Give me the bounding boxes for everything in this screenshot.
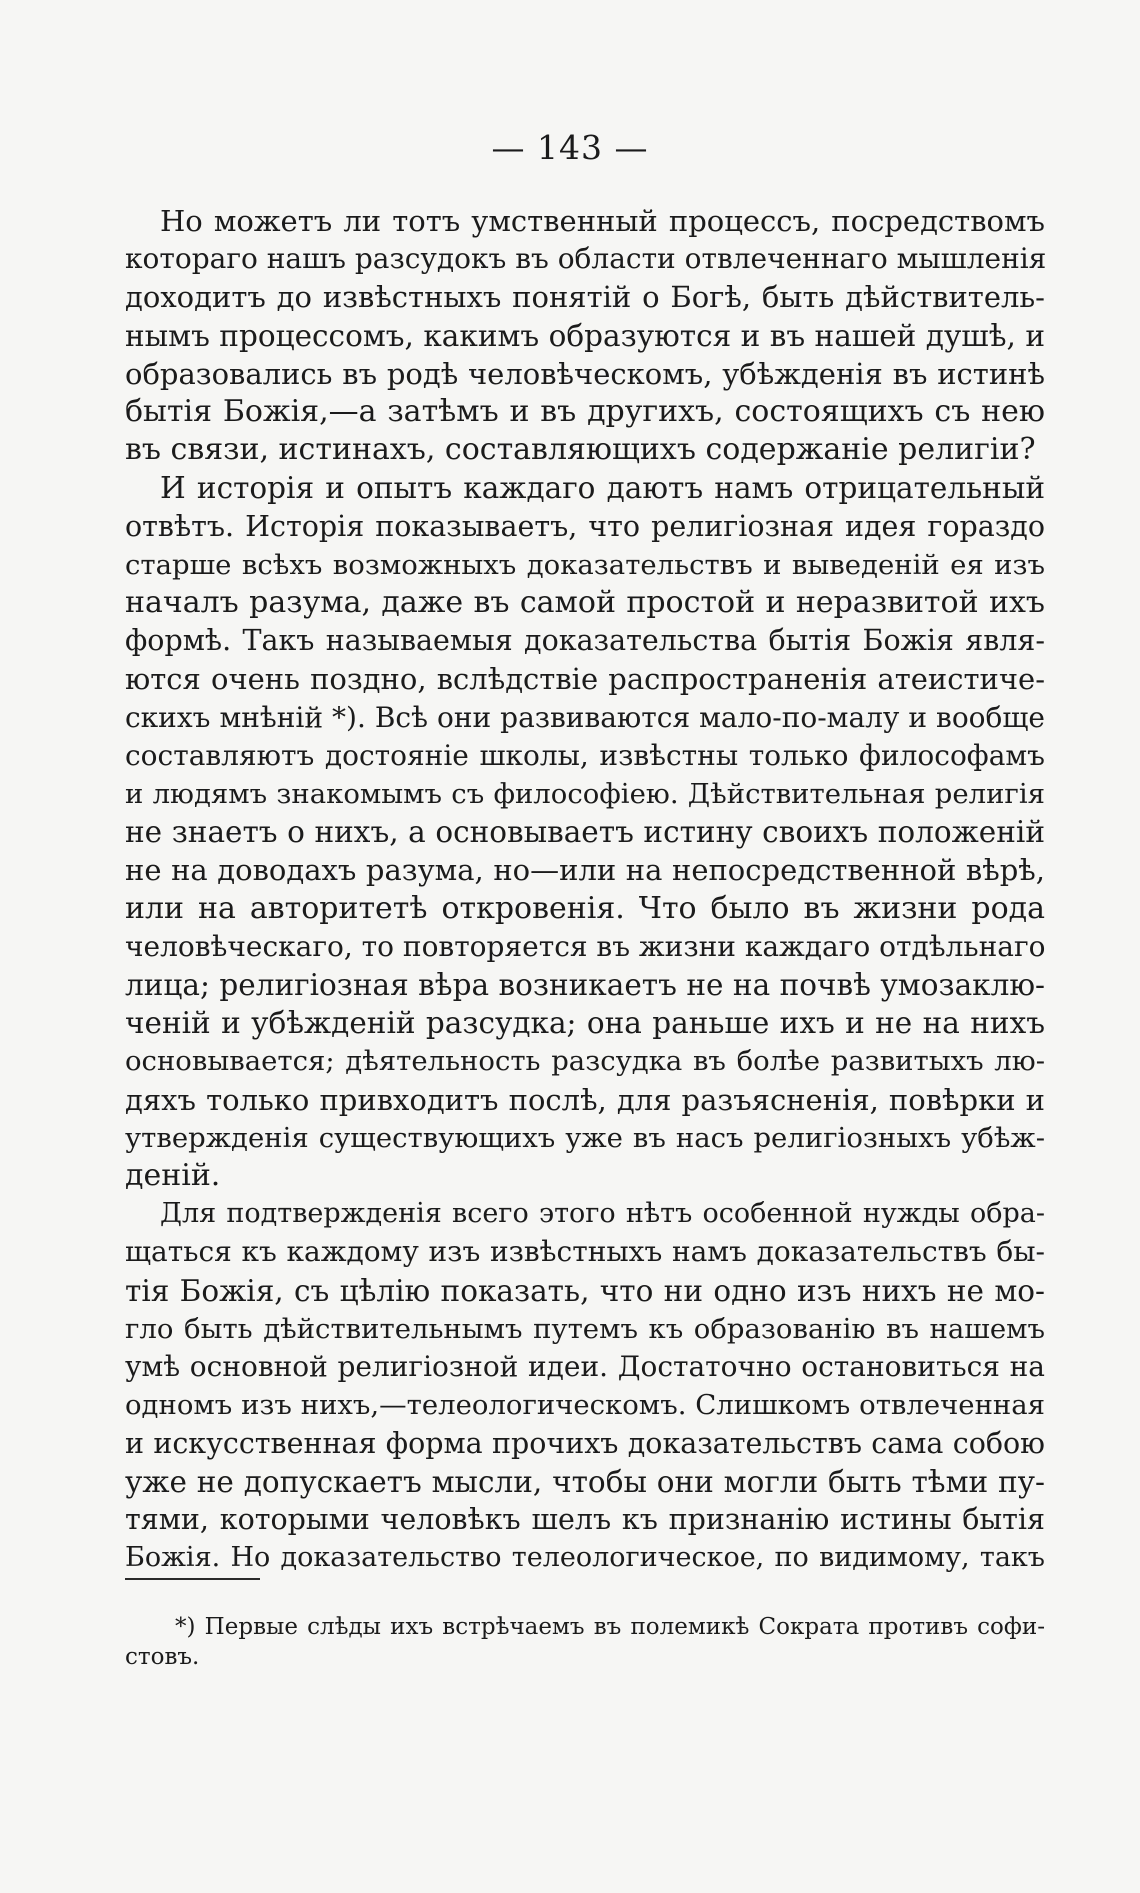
text-line: образовались въ родѣ человѣческомъ, убѣжденія въ истинѣ bbox=[125, 356, 1045, 391]
text-line: щаться къ каждому изъ извѣстныхъ намъ доказательствъ бы- bbox=[125, 1235, 1045, 1269]
body-text bbox=[125, 202, 1045, 1577]
text-line: не знаетъ о нихъ, а основываетъ истину своихъ положеній bbox=[125, 815, 1045, 850]
text-line: умѣ основной религіозной идеи. Достаточно остановиться на bbox=[125, 1350, 1045, 1384]
text-line: утвержденія существующихъ уже въ насъ религіозныхъ убѣж- bbox=[125, 1121, 1045, 1154]
text-line: Божія. Но доказательство телеологическое, по видимому, такъ bbox=[125, 1542, 1045, 1574]
text-line: человѣческаго, то повторяется въ жизни каждаго отдѣльнаго bbox=[125, 929, 1046, 963]
text-line: дяхъ только привходитъ послѣ, для разъясненія, повѣрки и bbox=[125, 1082, 1045, 1117]
text-line: началъ разума, даже въ самой простой и неразвитой ихъ bbox=[125, 585, 1045, 621]
text-line: старше всѣхъ возможныхъ доказательствъ и выведеній ея изъ bbox=[125, 548, 1045, 581]
text-line: нымъ процессомъ, какимъ образуются и въ нашей душѣ, и bbox=[125, 318, 1045, 353]
footnote-line: стовъ. bbox=[125, 1644, 200, 1670]
text-line: уже не допускаетъ мысли, чтобы они могли быть тѣми пу- bbox=[125, 1464, 1045, 1499]
text-line: скихъ мнѣній *). Всѣ они развиваются мало-по-малу и вообще bbox=[125, 700, 1045, 734]
text-line: одномъ изъ нихъ,—телеологическомъ. Слишкомъ отвлеченная bbox=[125, 1389, 1045, 1422]
text-line: или на авторитетѣ откровенія. Что было въ жизни рода bbox=[125, 890, 1045, 926]
text-line: основывается; дѣятельность разсудка въ болѣе развитыхъ лю- bbox=[125, 1045, 1045, 1078]
footnote bbox=[125, 1612, 1045, 1672]
text-line: бытія Божія,—а затѣмъ и въ другихъ, состоящихъ съ нею bbox=[125, 394, 1045, 430]
footnote-line: *) Первые слѣды ихъ встрѣчаемъ въ полемикѣ Сократа противъ софи- bbox=[175, 1614, 1045, 1640]
text-line: отвѣтъ. Исторія показываетъ, что религіозная идея гораздо bbox=[125, 509, 1045, 543]
text-line: не на доводахъ разума, но—или на непосредственной вѣрѣ, bbox=[125, 853, 1045, 888]
text-line: Но можетъ ли тотъ умственный процессъ, посредствомъ bbox=[160, 204, 1045, 238]
text-line: и людямъ знакомымъ съ философіею. Дѣйствительная религія bbox=[125, 778, 1045, 811]
text-line: котораго нашъ разсудокъ въ области отвлеченнаго мышленія bbox=[125, 242, 1047, 276]
text-line: ченій и убѣжденій разсудка; она раньше ихъ и не на нихъ bbox=[125, 1006, 1045, 1041]
text-line: гло быть дѣйствительнымъ путемъ къ образованію въ нашемъ bbox=[125, 1312, 1045, 1345]
text-line: тія Божія, съ цѣлію показать, что ни одно изъ нихъ не мо- bbox=[125, 1273, 1045, 1308]
text-line: въ связи, истинахъ, составляющихъ содержаніе религіи? bbox=[125, 432, 1036, 468]
text-line: И исторія и опытъ каждаго даютъ намъ отрицательный bbox=[160, 471, 1045, 506]
text-line: лица; религіозная вѣра возникаетъ не на почвѣ умозаклю- bbox=[125, 968, 1045, 1003]
text-line: Для подтвержденія всего этого нѣтъ особенной нужды обра- bbox=[160, 1198, 1045, 1230]
text-line: доходитъ до извѣстныхъ понятій о Богѣ, быть дѣйствитель- bbox=[125, 280, 1045, 315]
text-line: формѣ. Такъ называемыя доказательства бытія Божія явля- bbox=[125, 624, 1045, 658]
footnote-divider bbox=[125, 1578, 260, 1580]
text-line: и искусственная форма прочихъ доказательствъ сама собою bbox=[125, 1426, 1045, 1460]
text-line: составляютъ достояніе школы, извѣстны только философамъ bbox=[125, 738, 1045, 772]
text-line: тями, которыми человѣкъ шелъ къ признанію истины бытія bbox=[125, 1502, 1045, 1536]
text-line: ются очень поздно, вслѣдствіе распространенія атеистиче- bbox=[125, 662, 1045, 697]
text-line: деній. bbox=[125, 1158, 221, 1194]
page-number: — 143 — bbox=[491, 128, 649, 167]
